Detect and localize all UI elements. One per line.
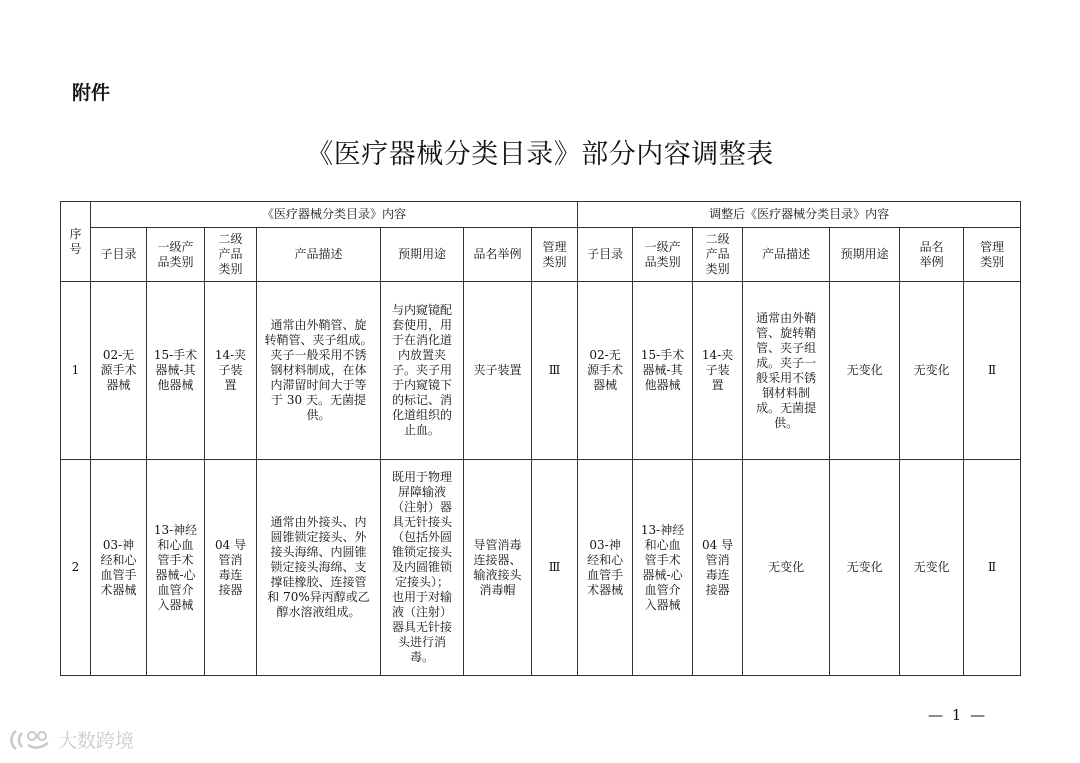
column-header: 预期用途: [381, 228, 464, 282]
adjustment-table: [60, 201, 1021, 676]
table-cell: Ⅲ: [532, 460, 578, 676]
table-cell: 通常由外鞘 管、旋转鞘 管、夹子组 成。夹子一 般采用不锈 钢材料制 成。无菌提 供。: [743, 282, 830, 460]
table-cell: 导管消毒 连接器、 输液接头 消毒帽: [464, 460, 532, 676]
table-group-header-row: [61, 202, 1021, 228]
table-cell: 14-夹 子装 置: [205, 282, 257, 460]
table-cell: 无变化: [830, 282, 900, 460]
table-column-header-row: [61, 228, 1021, 282]
table-row: [61, 460, 1021, 676]
table-cell: 既用于物理 屏障输液 （注射）器 具无针接头 （包括外圆 锥锁定接头 及内圆锥锁 定接头）； 也用于对输 液（注射） 器具无针接 头进行消 毒。: [381, 460, 464, 676]
group-header-adjusted: 调整后《医疗器械分类目录》内容: [578, 202, 1021, 228]
table-row: [61, 282, 1021, 460]
column-header: 品名 举例: [900, 228, 964, 282]
attachment-label: 附件: [72, 82, 111, 104]
column-header: 管理 类别: [532, 228, 578, 282]
table-cell: Ⅲ: [532, 282, 578, 460]
table-cell: 04 导 管消 毒连 接器: [693, 460, 743, 676]
watermark: [8, 726, 134, 753]
row-seq-cell: 2: [61, 460, 91, 676]
column-header: 子目录: [91, 228, 147, 282]
table-cell: 13-神经 和心血 管手术 器械-心 血管介 入器械: [633, 460, 693, 676]
page-number: — 1 —: [928, 706, 988, 724]
table-cell: 02-无 源手术 器械: [91, 282, 147, 460]
table-cell: 通常由外接头、内 圆锥锁定接头、外 接头海绵、内圆锥 锁定接头海绵、支 撑硅橡胶、连接管 和 70%异丙醇或乙 醇水溶液组成。: [257, 460, 381, 676]
table-cell: 夹子装置: [464, 282, 532, 460]
table-cell: 无变化: [830, 460, 900, 676]
table-cell: 03-神 经和心 血管手 术器械: [578, 460, 633, 676]
row-seq-cell: 1: [61, 282, 91, 460]
table-cell: 通常由外鞘管、旋 转鞘管、夹子组成。 夹子一般采用不锈 钢材料制成，在体 内滞留时间大于等 于 30 天。无菌提 供。: [257, 282, 381, 460]
column-header: 一级产 品类别: [147, 228, 205, 282]
table-cell: 无变化: [900, 460, 964, 676]
table-cell: 14-夹 子装 置: [693, 282, 743, 460]
column-header: 产品描述: [257, 228, 381, 282]
table-cell: 13-神经 和心血 管手术 器械-心 血管介 入器械: [147, 460, 205, 676]
column-header: 产品描述: [743, 228, 830, 282]
table-cell: 04 导 管消 毒连 接器: [205, 460, 257, 676]
watermark-logo-icon: [8, 727, 54, 753]
table-cell: 03-神 经和心 血管手 术器械: [91, 460, 147, 676]
column-header: 管理 类别: [964, 228, 1021, 282]
column-header: 二级 产品 类别: [205, 228, 257, 282]
watermark-text: 大数跨境: [58, 730, 135, 752]
table-cell: 与内窥镜配 套使用，用 于在消化道 内放置夹 子。夹子用 于内窥镜下 的标记、消 化道组织的 止血。: [381, 282, 464, 460]
table-cell: 15-手术 器械-其 他器械: [147, 282, 205, 460]
column-header: 预期用途: [830, 228, 900, 282]
column-header: 二级 产品 类别: [693, 228, 743, 282]
table-cell: 无变化: [743, 460, 830, 676]
column-header: 品名举例: [464, 228, 532, 282]
document-title: 《医疗器械分类目录》部分内容调整表: [306, 139, 774, 170]
seq-header: 序 号: [61, 202, 91, 282]
table-cell: 无变化: [900, 282, 964, 460]
column-header: 一级产 品类别: [633, 228, 693, 282]
group-header-original: 《医疗器械分类目录》内容: [91, 202, 578, 228]
table-cell: Ⅱ: [964, 460, 1021, 676]
column-header: 子目录: [578, 228, 633, 282]
table-cell: 02-无 源手术 器械: [578, 282, 633, 460]
table-cell: Ⅱ: [964, 282, 1021, 460]
table-cell: 15-手术 器械-其 他器械: [633, 282, 693, 460]
